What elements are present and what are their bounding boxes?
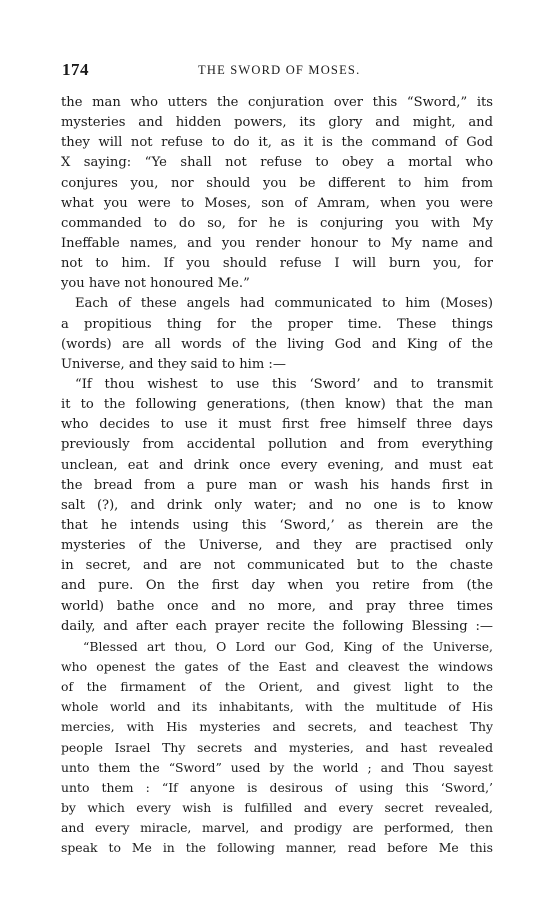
text-line: Each of these angels had communicated to him (Moses) bbox=[75, 296, 493, 312]
text-line: commanded to do so, for he is conjuring you with My bbox=[61, 215, 493, 231]
text-line: mercies, with His mysteries and secrets, and teachest Thy bbox=[61, 719, 493, 735]
text-line: world) bathe once and no more, and pray three times bbox=[61, 598, 493, 614]
page-header bbox=[62, 60, 492, 80]
text-line: unto them : “If anyone is desirous of using this ‘Sword,’ bbox=[61, 779, 493, 795]
text-line: that he intends using this ‘Sword,’ as therein are the bbox=[61, 517, 493, 533]
text-line: in secret, and are not communicated but to the chaste bbox=[61, 558, 493, 574]
body-text bbox=[61, 93, 493, 858]
text-line: what you were to Moses, son of Amram, when you were bbox=[61, 195, 493, 211]
text-line: the bread from a pure man or wash his hands first in bbox=[61, 477, 493, 493]
text-line: and pure. On the first day when you retire from (the bbox=[61, 578, 493, 594]
text-line: daily, and after each prayer recite the following Blessing :— bbox=[61, 618, 493, 634]
text-line: conjures you, nor should you be different to him from bbox=[61, 175, 493, 191]
text-line: speak to Me in the following manner, read before Me this bbox=[61, 840, 493, 856]
text-line: whole world and its inhabitants, with the multitude of His bbox=[61, 699, 493, 715]
text-line: Universe, and they said to him :— bbox=[61, 356, 286, 372]
text-line: of the firmament of the Orient, and givest light to the bbox=[61, 679, 493, 695]
text-line: X saying: “Ye shall not refuse to obey a mortal who bbox=[61, 155, 493, 171]
text-line: and every miracle, marvel, and prodigy are performed, then bbox=[61, 820, 493, 836]
text-line: not to him. If you should refuse I will burn you, for bbox=[61, 256, 493, 272]
text-line: mysteries and hidden powers, its glory and might, and bbox=[61, 115, 493, 131]
text-line: unto them the “Sword” used by the world ; and Thou sayest bbox=[61, 759, 493, 775]
text-line: Ineffable names, and you render honour to My name and bbox=[61, 235, 493, 251]
text-line: unclean, eat and drink once every evening, and must eat bbox=[61, 457, 493, 473]
text-line: who decides to use it must first free himself three days bbox=[61, 417, 493, 433]
text-line: “Blessed art thou, O Lord our God, King of the Universe, bbox=[83, 638, 493, 654]
text-line: a propitious thing for the proper time. These things bbox=[61, 316, 493, 332]
text-line: previously from accidental pollution and from everything bbox=[61, 437, 493, 453]
running-head: THE SWORD OF MOSES. bbox=[198, 63, 361, 77]
text-line: (words) are all words of the living God and King of the bbox=[61, 336, 493, 352]
text-line: mysteries of the Universe, and they are practised only bbox=[61, 538, 493, 554]
text-line: people Israel Thy secrets and mysteries, and hast revealed bbox=[61, 739, 493, 755]
text-line: who openest the gates of the East and cleavest the windows bbox=[61, 658, 493, 674]
text-line: by which every wish is fulfilled and every secret revealed, bbox=[61, 799, 493, 815]
text-line: salt (?), and drink only water; and no one is to know bbox=[61, 497, 493, 513]
text-line: the man who utters the conjuration over this “Sword,” its bbox=[61, 95, 493, 110]
text-line: they will not refuse to do it, as it is the command of God bbox=[61, 135, 493, 151]
text-line: it to the following generations, (then know) that the man bbox=[61, 397, 493, 413]
text-line: “If thou wishest to use this ‘Sword’ and to transmit bbox=[75, 376, 493, 392]
page-number: 174 bbox=[62, 60, 89, 79]
text-line: you have not honoured Me.” bbox=[61, 276, 250, 292]
